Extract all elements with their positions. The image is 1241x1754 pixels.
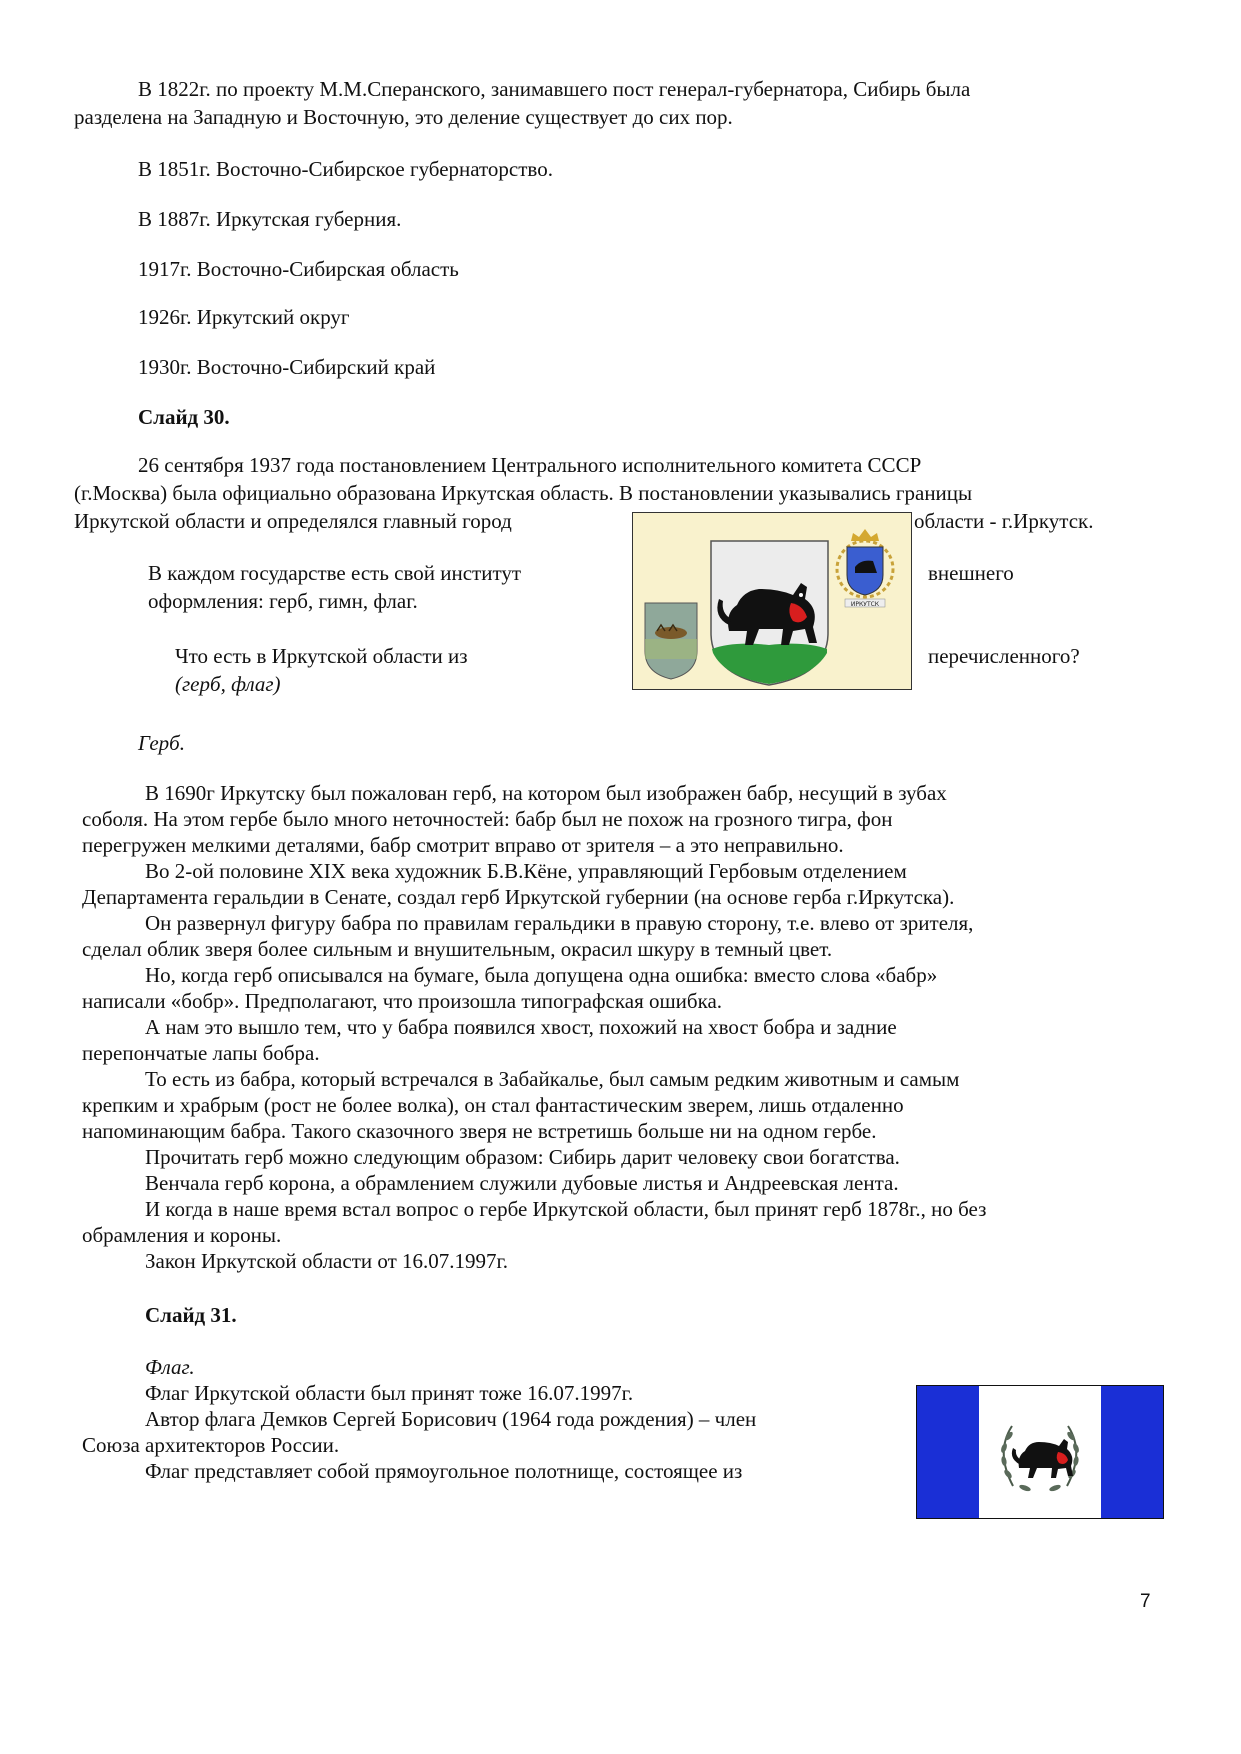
irkutsk-flag-image xyxy=(916,1385,1164,1519)
slide-30-line: внешнего xyxy=(928,561,1014,585)
gerb-line: обрамления и короны. xyxy=(82,1223,282,1247)
flag-left-stripe xyxy=(917,1386,979,1518)
irkutsk-coat-of-arms-icon xyxy=(711,541,828,685)
gerb-line: А нам это вышло тем, что у бабра появился хвост, похожий на хвост бобра и задние xyxy=(145,1015,897,1039)
slide-30-line: оформления: герб, гимн, флаг. xyxy=(148,589,418,613)
flag-line: Союза архитекторов России. xyxy=(82,1433,340,1457)
irkutsk-flag-illustration xyxy=(917,1386,1163,1518)
gerb-line: В 1690г Иркутску был пожалован герб, на котором был изображен бабр, несущий в зубах xyxy=(145,781,947,805)
slide-30-line: 26 сентября 1937 года постановлением Центрального исполнительного комитета СССР xyxy=(138,453,922,477)
flag-line: Автор флага Демков Сергей Борисович (1964 года рождения) – член xyxy=(145,1407,757,1431)
gerb-line: перепончатые лапы бобра. xyxy=(82,1041,320,1065)
history-line: 1926г. Иркутский округ xyxy=(138,305,350,329)
gerb-line: Но, когда герб описывался на бумаге, была допущена одна ошибка: вместо слова «бабр» xyxy=(145,963,938,987)
gerb-title: Герб. xyxy=(138,731,185,755)
flag-title: Флаг. xyxy=(145,1355,195,1379)
gerb-line: сделал облик зверя более сильным и внушительным, окрасил шкуру в темный цвет. xyxy=(82,937,833,961)
old-city-arms-icon xyxy=(645,603,697,679)
coats-of-arms-illustration xyxy=(633,513,911,689)
history-line: В 1887г. Иркутская губерния. xyxy=(138,207,402,231)
gerb-line: Департамента геральдии в Сенате, создал герб Иркутской губернии (на основе герба г.Иркутска). xyxy=(82,885,955,909)
gerb-line: То есть из бабра, который встречался в Забайкалье, был самым редким животным и самым xyxy=(145,1067,960,1091)
gerb-line: Закон Иркутской области от 16.07.1997г. xyxy=(145,1249,509,1273)
gerb-line: перегружен мелкими деталями, бабр смотрит вправо от зрителя – а это неправильно. xyxy=(82,833,844,857)
history-line: В 1851г. Восточно-Сибирское губернаторство. xyxy=(138,157,553,181)
governorate-arms-caption: ИРКУТСК xyxy=(850,601,880,608)
slide-30-line: В каждом государстве есть свой институт xyxy=(148,561,522,585)
history-line: В 1822г. по проекту М.М.Сперанского, занимавшего пост генерал-губернатора, Сибирь была xyxy=(138,77,971,101)
gerb-line: напоминающим бабра. Такого сказочного зверя не встретишь больше ни на одном гербе. xyxy=(82,1119,877,1143)
flag-line: Флаг Иркутской области был принят тоже 16.07.1997г. xyxy=(145,1381,634,1405)
gerb-line: Он развернул фигуру бабра по правилам геральдики в правую сторону, т.е. влево от зрителя, xyxy=(145,911,974,935)
coats-of-arms-image xyxy=(632,512,912,690)
gerb-line: соболя. На этом гербе было много неточностей: бабр был не похож на грозного тигра, фон xyxy=(82,807,893,831)
slide-30-answer: (герб, флаг) xyxy=(175,672,281,696)
slide-30-line: области - г.Иркутск. xyxy=(914,509,1094,533)
history-line: 1930г. Восточно-Сибирский край xyxy=(138,355,436,379)
gerb-line: И когда в наше время встал вопрос о гербе Иркутской области, был принят герб 1878г., но без xyxy=(145,1197,987,1221)
history-line: разделена на Западную и Восточную, это деление существует до сих пор. xyxy=(74,105,733,129)
slide-31-heading: Слайд 31. xyxy=(145,1303,237,1327)
slide-30-line: (г.Москва) была официально образована Иркутская область. В постановлении указывались границы xyxy=(74,481,973,505)
gerb-line: Венчала герб корона, а обрамлением служили дубовые листья и Андреевская лента. xyxy=(145,1171,899,1195)
gerb-line: написали «бобр». Предполагают, что произошла типографская ошибка. xyxy=(82,989,723,1013)
gerb-line: Во 2-ой половине XIX века художник Б.В.Кёне, управляющий Гербовым отделением xyxy=(145,859,907,883)
page-number: 7 xyxy=(1140,1591,1151,1612)
slide-30-line: Иркутской области и определялся главный город xyxy=(74,509,512,533)
slide-30-question: перечисленного? xyxy=(928,644,1080,668)
history-line: 1917г. Восточно-Сибирская область xyxy=(138,257,459,281)
gerb-line: Прочитать герб можно следующим образом: Сибирь дарит человеку свои богатства. xyxy=(145,1145,900,1169)
flag-right-stripe xyxy=(1101,1386,1163,1518)
flag-line: Флаг представляет собой прямоугольное полотнище, состоящее из xyxy=(145,1459,743,1483)
slide-30-question: Что есть в Иркутской области из xyxy=(175,644,468,668)
slide-30-heading: Слайд 30. xyxy=(138,405,230,429)
gerb-line: крепким и храбрым (рост не более волка), он стал фантастическим зверем, лишь отдаленно xyxy=(82,1093,904,1117)
